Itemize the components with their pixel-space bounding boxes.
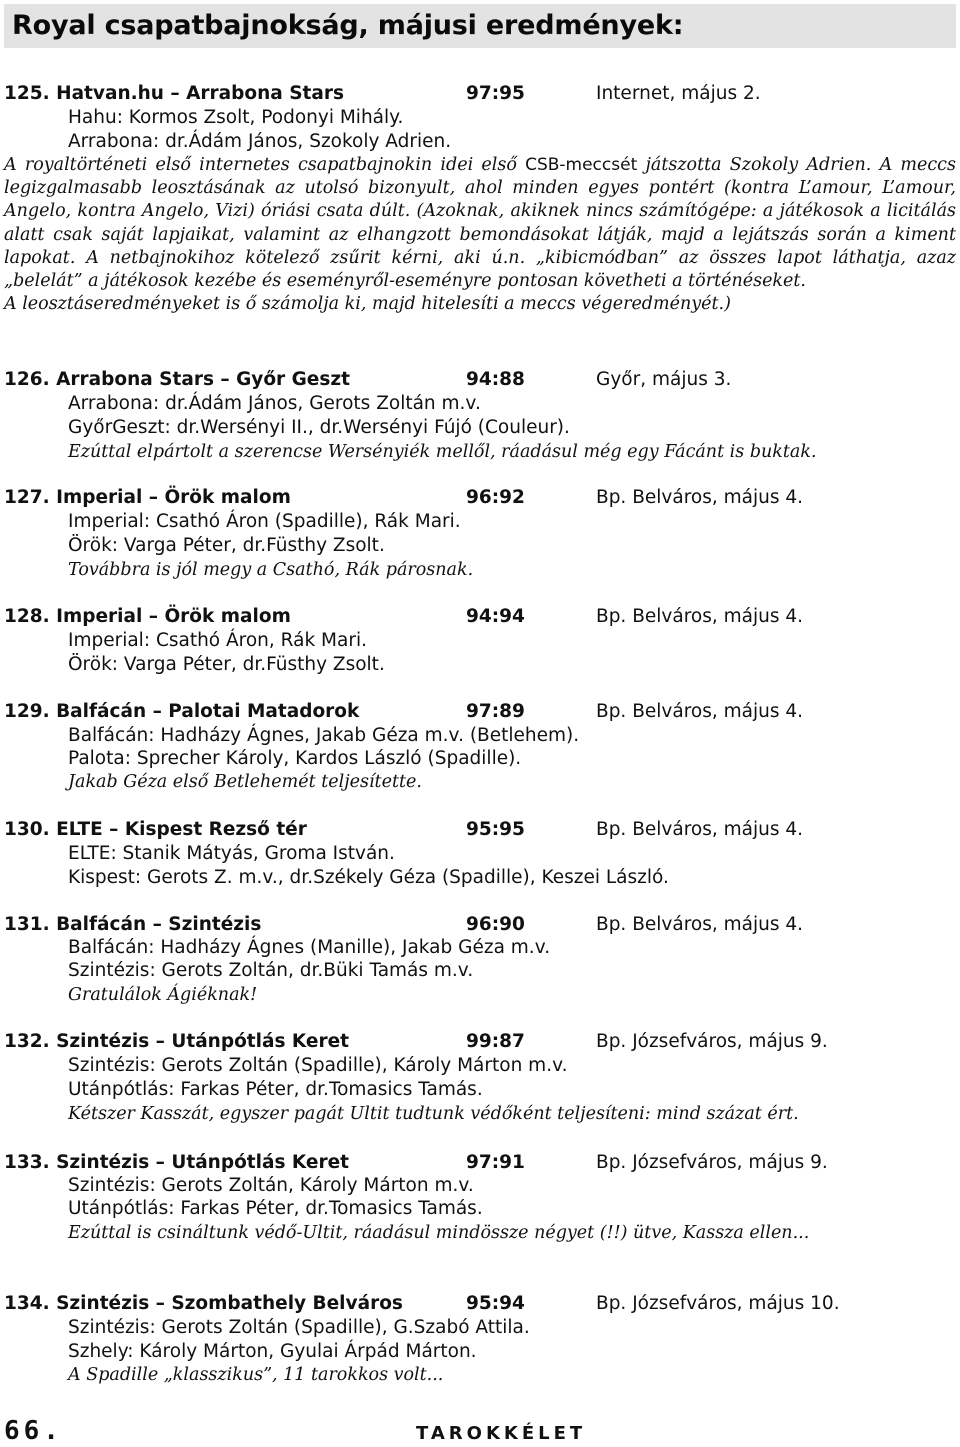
team-line: Hahu: Kormos Zsolt, Podonyi Mihály. bbox=[68, 107, 404, 128]
match-comment: Ezúttal is csináltunk védő-Ultit, ráadásul mindössze négyet (!!) ütve, Kassza ellen... bbox=[68, 1223, 810, 1243]
team-line: Szintézis: Gerots Zoltán (Spadille), Károly Márton m.v. bbox=[68, 1055, 568, 1076]
match-place: Bp. Belváros, május 4. bbox=[596, 819, 804, 840]
magazine-name: TAROKKÉLET bbox=[416, 1423, 587, 1444]
team-line: Imperial: Csathó Áron, Rák Mari. bbox=[68, 630, 367, 651]
match-place: Bp. Belváros, május 4. bbox=[596, 914, 804, 935]
match-place: Internet, május 2. bbox=[596, 83, 761, 104]
team-line: GyőrGeszt: dr.Wersényi II., dr.Wersényi Fújó (Couleur). bbox=[68, 417, 570, 438]
team-line: Örök: Varga Péter, dr.Füsthy Zsolt. bbox=[68, 535, 385, 556]
team-line: Arrabona: dr.Ádám János, Szokoly Adrien. bbox=[68, 131, 452, 152]
page-title: Royal csapatbajnokság, májusi eredmények: bbox=[12, 10, 684, 41]
match-place: Bp. Józsefváros, május 9. bbox=[596, 1152, 828, 1173]
match-score: 96:90 bbox=[466, 914, 525, 935]
match-score: 96:92 bbox=[466, 487, 525, 508]
match-note bbox=[4, 154, 956, 316]
match-place: Bp. Józsefváros, május 9. bbox=[596, 1031, 828, 1052]
note-last-line: A leosztáseredményeket is ő számolja ki, majd hitelesíti a meccs végeredményét.) bbox=[4, 294, 731, 315]
match-comment: Kétszer Kasszát, egyszer pagát Ultit tudtunk védőként teljesíteni: mind százat ért. bbox=[68, 1104, 799, 1124]
team-line: Szintézis: Gerots Zoltán, Károly Márton m.v. bbox=[68, 1175, 474, 1196]
match-header: 125. Hatvan.hu – Arrabona Stars bbox=[4, 83, 344, 104]
match-score: 94:88 bbox=[466, 369, 525, 390]
note-paragraph: A royaltörténeti első internetes csapatbajnokin idei első CSB-meccsét játszotta Szokoly Adrien. A meccs legizgalmasabb leosztásának az utolsó bizonyult, ahol minden egyes pontért (kontra L’amour, L’amour, Angelo, kontra Angelo, Vizi) óriási csata dúlt. (Azoknak, akiknek nincs számítógépe: a játékosok a licitálás alatt csak saját lapjaikat, valamint az elhangzott bemondásokat látják, majd a lejátszás során a kiment lapokat. A netbajnokihoz kötelező zsűrit kérni, aki ú.n. „kibicmódban” az összes lapot láthatja, azaz „belelát” a játékosok kezébe és eseményről-eseményre pontosan követheti a történéseket. bbox=[4, 155, 956, 292]
match-header: 134. Szintézis – Szombathely Belváros bbox=[4, 1293, 403, 1314]
match-header: 132. Szintézis – Utánpótlás Keret bbox=[4, 1031, 349, 1052]
match-score: 95:94 bbox=[466, 1293, 525, 1314]
title-bar bbox=[4, 4, 956, 48]
match-place: Bp. Belváros, május 4. bbox=[596, 487, 804, 508]
match-header: 129. Balfácán – Palotai Matadorok bbox=[4, 701, 360, 722]
match-place: Bp. Belváros, május 4. bbox=[596, 701, 804, 722]
team-line: Balfácán: Hadházy Ágnes, Jakab Géza m.v. (Betlehem). bbox=[68, 725, 580, 746]
match-comment: A Spadille „klasszikus”, 11 tarokkos volt... bbox=[68, 1365, 444, 1385]
match-comment: Ezúttal elpártolt a szerencse Wersényiék mellől, ráadásul még egy Fácánt is buktak. bbox=[68, 442, 817, 462]
match-place: Győr, május 3. bbox=[596, 369, 732, 390]
page-number: 66. bbox=[4, 1416, 63, 1446]
match-header: 131. Balfácán – Szintézis bbox=[4, 914, 262, 935]
match-score: 99:87 bbox=[466, 1031, 525, 1052]
team-line: Utánpótlás: Farkas Péter, dr.Tomasics Tamás. bbox=[68, 1079, 483, 1100]
team-line: Utánpótlás: Farkas Péter, dr.Tomasics Tamás. bbox=[68, 1198, 483, 1219]
team-line: Örök: Varga Péter, dr.Füsthy Zsolt. bbox=[68, 654, 385, 675]
match-header: 133. Szintézis – Utánpótlás Keret bbox=[4, 1152, 349, 1173]
match-header: 128. Imperial – Örök malom bbox=[4, 606, 291, 627]
match-score: 97:91 bbox=[466, 1152, 525, 1173]
team-line: Palota: Sprecher Károly, Kardos László (Spadille). bbox=[68, 748, 522, 769]
match-comment: Gratulálok Ágiéknak! bbox=[68, 985, 258, 1005]
team-line: Szhely: Károly Márton, Gyulai Árpád Márton. bbox=[68, 1341, 477, 1362]
team-line: Kispest: Gerots Z. m.v., dr.Székely Géza (Spadille), Keszei László. bbox=[68, 867, 669, 888]
team-line: Arrabona: dr.Ádám János, Gerots Zoltán m.v. bbox=[68, 393, 481, 414]
match-place: Bp. Józsefváros, május 10. bbox=[596, 1293, 840, 1314]
match-header: 130. ELTE – Kispest Rezső tér bbox=[4, 819, 307, 840]
match-score: 97:89 bbox=[466, 701, 525, 722]
match-header: 126. Arrabona Stars – Győr Geszt bbox=[4, 369, 350, 390]
team-line: Balfácán: Hadházy Ágnes (Manille), Jakab Géza m.v. bbox=[68, 937, 551, 958]
match-comment: Továbbra is jól megy a Csathó, Rák párosnak. bbox=[68, 560, 474, 580]
match-comment: Jakab Géza első Betlehemét teljesítette. bbox=[68, 772, 422, 792]
team-line: Szintézis: Gerots Zoltán, dr.Büki Tamás m.v. bbox=[68, 960, 474, 981]
match-header: 127. Imperial – Örök malom bbox=[4, 487, 291, 508]
match-score: 94:94 bbox=[466, 606, 525, 627]
match-score: 97:95 bbox=[466, 83, 525, 104]
match-score: 95:95 bbox=[466, 819, 525, 840]
team-line: Szintézis: Gerots Zoltán (Spadille), G.Szabó Attila. bbox=[68, 1317, 530, 1338]
team-line: Imperial: Csathó Áron (Spadille), Rák Mari. bbox=[68, 511, 461, 532]
match-place: Bp. Belváros, május 4. bbox=[596, 606, 804, 627]
team-line: ELTE: Stanik Mátyás, Groma István. bbox=[68, 843, 395, 864]
